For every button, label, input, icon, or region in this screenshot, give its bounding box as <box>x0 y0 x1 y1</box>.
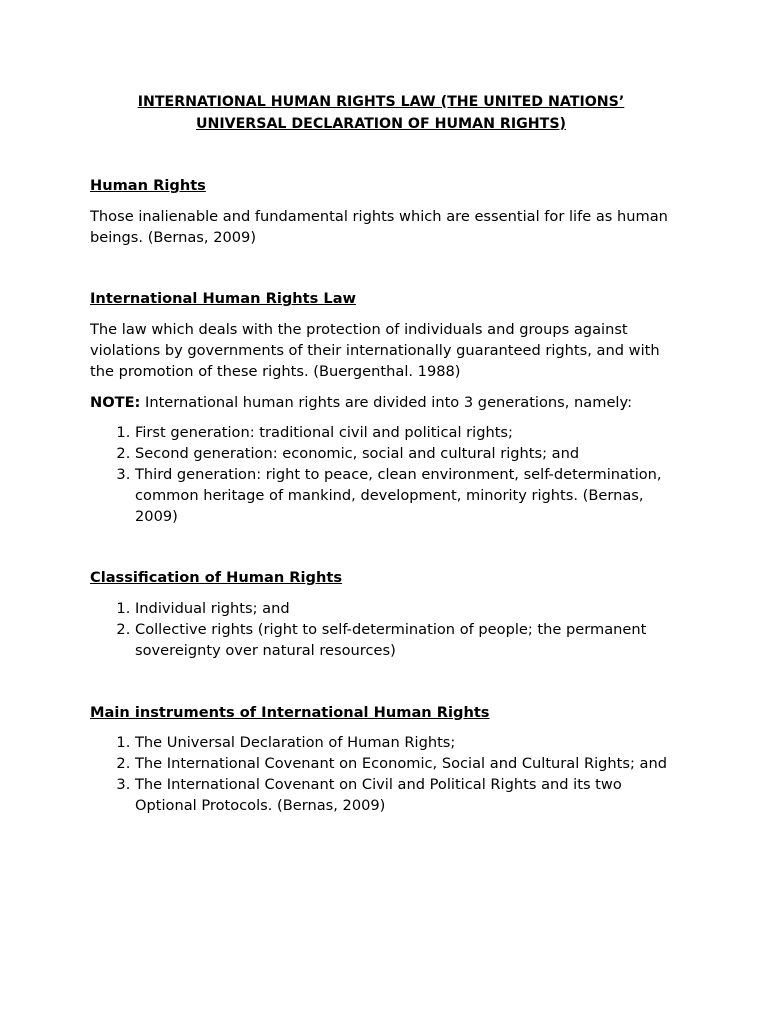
section-heading-international-human-rights-law: International Human Rights Law <box>90 290 357 308</box>
note-label: NOTE: <box>90 393 141 411</box>
classification-list <box>90 599 668 661</box>
instruments-list <box>90 733 668 816</box>
document-title-line-1: INTERNATIONAL HUMAN RIGHTS LAW (THE UNITED NATIONS’ <box>137 94 625 110</box>
section-heading-human-rights: Human Rights <box>90 177 206 194</box>
note-text: International human rights are divided into 3 generations, namely: <box>140 393 632 411</box>
document-title <box>90 92 668 135</box>
human-rights-definition: Those inalienable and fundamental rights which are essential for life as human beings. (Bernas, 2009) <box>90 207 668 246</box>
note-paragraph <box>90 393 668 414</box>
list-item: 1. Individual rights; and <box>135 599 668 620</box>
ihrl-definition: The law which deals with the protection of individuals and groups against violations by governments of their internationally guaranteed rights, and with the promotion of these rights. (Buergenthal. 1988) <box>90 321 660 380</box>
section-heading-classification: Classification of Human Rights <box>90 569 343 587</box>
document-title-line-2: UNIVERSAL DECLARATION OF HUMAN RIGHTS) <box>195 115 567 132</box>
section-heading-main-instruments: Main instruments of International Human Rights <box>90 703 490 721</box>
list-item: 2. Second generation: economic, social and cultural rights; and <box>135 444 668 465</box>
list-item: 1. First generation: traditional civil and political rights; <box>135 423 668 444</box>
list-item: 1. The Universal Declaration of Human Rights; <box>135 733 668 754</box>
list-item: 2. Collective rights (right to self-determination of people; the permanent sovereignty over natural resources) <box>135 620 668 662</box>
list-item: 2. The International Covenant on Economic, Social and Cultural Rights; and <box>135 754 668 775</box>
list-item: 3. The International Covenant on Civil and Political Rights and its two Optional Protocols. (Bernas, 2009) <box>135 775 668 817</box>
list-item: 3. Third generation: right to peace, clean environment, self-determination, common heritage of mankind, development, minority rights. (Bernas, 2009) <box>135 465 668 527</box>
generations-list <box>90 423 668 527</box>
